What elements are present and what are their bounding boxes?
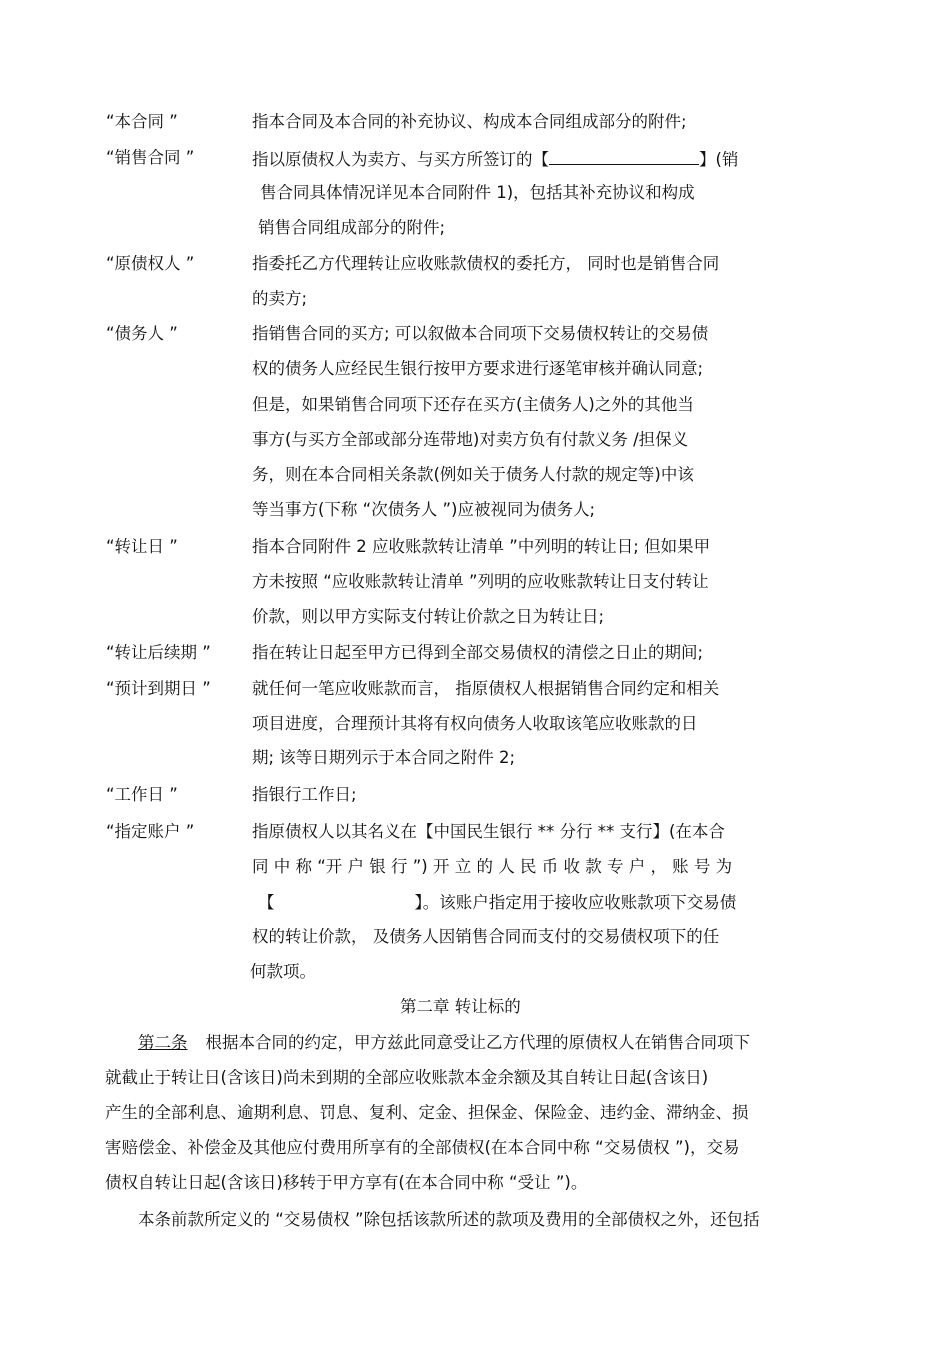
term-expected-due-date: “预计到期日 ” <box>106 679 211 698</box>
def-post-transfer-period-line1: 指在转让日起至甲方已得到全部交易债权的清偿之日止的期间; <box>252 643 704 662</box>
def-sales-contract-line2: 售合同具体情况详见本合同附件 1)，包括其补充协议和构成 <box>260 183 695 202</box>
def-designated-account-line1: 指原债权人以其名义在【中国民生银行 ** 分行 ** 支行】(在本合 <box>252 822 725 841</box>
article-2-line2: 就截止于转让日(含该日)尚未到期的全部应收账款本金余额及其自转让日起(含该日) <box>105 1068 709 1087</box>
def-debtor-line5: 务，则在本合同相关条款(例如关于债务人付款的规定等)中该 <box>252 465 694 484</box>
def-sales-contract-part-b: 】(销 <box>699 150 739 169</box>
term-debtor: “债务人 ” <box>106 324 178 343</box>
article-2-line1 <box>138 1033 750 1053</box>
def-transfer-date-line3: 价款，则以甲方实际支付转让价款之日为转让日; <box>252 607 605 626</box>
def-expected-due-date-line3: 期; 该等日期列示于本合同之附件 2; <box>252 748 516 767</box>
def-original-creditor-line1: 指委托乙方代理转让应收账款债权的委托方， 同时也是销售合同 <box>252 254 720 273</box>
chapter-title: 第二章 转让标的 <box>400 997 521 1016</box>
def-transfer-date-line1: 指本合同附件 2 应收账款转让清单 ”中列明的转让日; 但如果甲 <box>252 537 711 556</box>
term-transfer-date: “转让日 ” <box>106 537 178 556</box>
def-designated-account-line5: 何款项。 <box>250 962 316 981</box>
def-designated-account-part: 】。该账户指定用于接收应收账款项下交易债 <box>414 893 737 912</box>
article-2-next-para: 本条前款所定义的 “交易债权 ”除包括该款所述的款项及费用的全部债权之外，还包括 <box>138 1210 760 1229</box>
blank-underline <box>549 148 699 165</box>
def-debtor-line6: 等当事方(下称 “次债务人 ”)应被视同为债务人; <box>252 500 596 519</box>
def-debtor-line3: 但是，如果销售合同项下还存在买方(主债务人)之外的其他当 <box>252 395 694 414</box>
def-sales-contract-line1 <box>252 148 738 170</box>
term-original-creditor: “原债权人 ” <box>106 254 195 273</box>
article-label: 第二条 <box>138 1033 188 1052</box>
article-2-line3: 产生的全部利息、逾期利息、罚息、复利、定金、担保金、保险金、违约金、滞纳金、损 <box>105 1103 749 1122</box>
def-sales-contract-part-a: 指以原债权人为卖方、与买方所签订的【 <box>252 150 549 169</box>
def-debtor-line2: 权的债务人应经民生银行按甲方要求进行逐笔审核并确认同意; <box>252 359 704 378</box>
def-business-day-line1: 指银行工作日; <box>252 785 357 804</box>
def-transfer-date-line2: 方未按照 “应收账款转让清单 ”列明的应收账款转让日支付转让 <box>252 572 709 591</box>
term-business-day: “工作日 ” <box>106 785 178 804</box>
account-blank <box>275 892 415 908</box>
def-original-creditor-line2: 的卖方; <box>252 289 308 308</box>
term-designated-account: “指定账户 ” <box>106 822 195 841</box>
def-debtor-line4: 事方(与买方全部或部分连带地)对卖方负有付款义务 /担保义 <box>252 430 689 449</box>
def-sales-contract-line3: 销售合同组成部分的附件; <box>258 218 446 237</box>
def-designated-account-line3 <box>258 892 736 913</box>
def-expected-due-date-line1: 就任何一笔应收账款而言， 指原债权人根据销售合同约定和相关 <box>252 679 720 698</box>
term-contract: “本合同 ” <box>106 112 178 131</box>
bracket-open: 【 <box>258 893 275 912</box>
article-2-text1: 根据本合同的约定，甲方兹此同意受让乙方代理的原债权人在销售合同项下 <box>205 1033 750 1052</box>
article-2-line4: 害赔偿金、补偿金及其他应付费用所享有的全部债权(在本合同中称 “交易债权 ”)，交易 <box>105 1138 740 1157</box>
def-designated-account-line2: 同 中 称 “开 户 银 行 ”) 开 立 的 人 民 币 收 款 专 户 ， 账 号 为 <box>252 857 733 876</box>
def-expected-due-date-line2: 项目进度，合理预计其将有权向债务人收取该笔应收账款的日 <box>252 714 698 733</box>
term-post-transfer-period: “转让后续期 ” <box>106 643 211 662</box>
term-sales-contract: “销售合同 ” <box>106 148 195 167</box>
def-contract-line1: 指本合同及本合同的补充协议、构成本合同组成部分的附件; <box>252 112 687 131</box>
def-debtor-line1: 指销售合同的买方; 可以叙做本合同项下交易债权转让的交易债 <box>252 324 709 343</box>
article-2-line5: 债权自转让日起(含该日)移转于甲方享有(在本合同中称 “受让 ”)。 <box>105 1173 588 1192</box>
def-designated-account-line4: 权的转让价款， 及债务人因销售合同而支付的交易债权项下的任 <box>252 927 720 946</box>
